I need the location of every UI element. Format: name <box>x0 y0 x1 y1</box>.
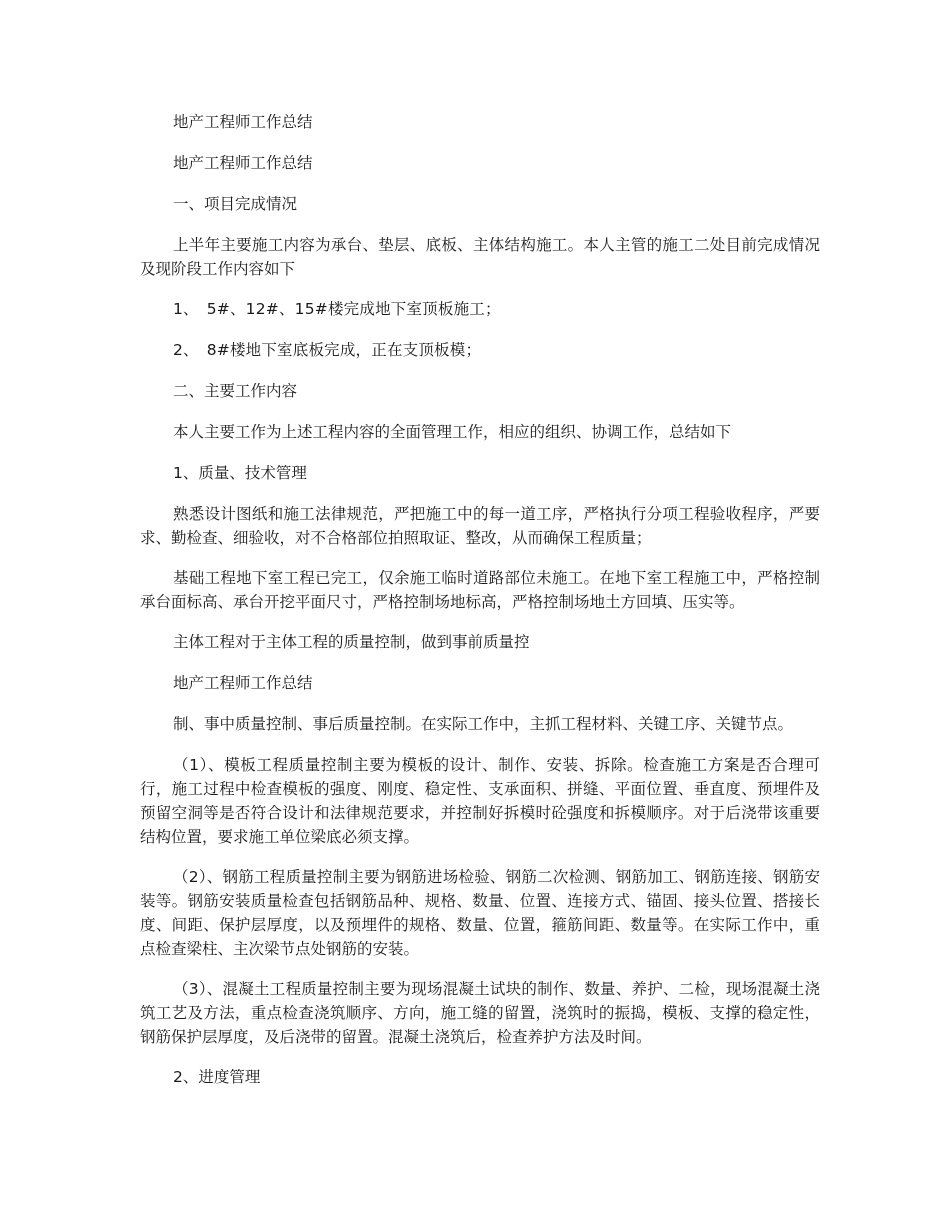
paragraph-main-structure: 主体工程对于主体工程的质量控制，做到事前质量控 <box>173 633 530 651</box>
paragraph-formwork: （1）、模板工程质量控制主要为模板的设计、制作、安装、拆除。检查施工方案是否合理可行，施工过程中检查模板的强度、刚度、稳定性、支承面积、拼缝、平面位置、垂直度、预埋件及预留空洞等是否符合设计和法律规范要求，并控制好拆模时砼强度和拆模顺序。对于后浇带该重要结构位置，要求施工单位梁底必须支撑。 <box>140 756 820 846</box>
list-item-1: 1、 5#、12#、15#楼完成地下室顶板施工； <box>173 300 501 318</box>
document-body <box>140 110 820 1106</box>
paragraph-intro: 上半年主要施工内容为承台、垫层、底板、主体结构施工。本人主管的施工二处目前完成情况及现阶段工作内容如下 <box>140 236 820 278</box>
repeated-title: 地产工程师工作总结 <box>173 674 313 692</box>
paragraph-concrete: （3）、混凝土工程质量控制主要为现场混凝土试块的制作、数量、养护、二检，现场混凝土浇筑工艺及方法，重点检查浇筑顺序、方向，施工缝的留置，浇筑时的振捣，模板、支撑的稳定性，钢筋保护层厚度，及后浇带的留置。混凝土浇筑后，检查养护方法及时间。 <box>140 980 820 1046</box>
paragraph-work-summary: 本人主要工作为上述工程内容的全面管理工作，相应的组织、协调工作，总结如下 <box>173 423 732 441</box>
section-heading-1: 一、项目完成情况 <box>173 195 298 213</box>
list-item-2: 2、 8#楼地下室底板完成，正在支顶板模； <box>173 341 482 359</box>
section-heading-2: 二、主要工作内容 <box>173 382 298 400</box>
subsection-heading-quality: 1、质量、技术管理 <box>173 464 307 482</box>
paragraph-drawings: 熟悉设计图纸和施工法律规范，严把施工中的每一道工序，严格执行分项工程验收程序，严要求、勤检查、细验收，对不合格部位拍照取证、整改，从而确保工程质量； <box>140 505 820 547</box>
doc-subtitle: 地产工程师工作总结 <box>173 154 313 172</box>
subsection-heading-progress: 2、进度管理 <box>173 1068 261 1086</box>
paragraph-foundation: 基础工程地下室工程已完工，仅余施工临时道路部位未施工。在地下室工程施工中，严格控制承台面标高、承台开挖平面尺寸，严格控制场地标高，严格控制场地土方回填、压实等。 <box>140 569 820 611</box>
paragraph-control: 制、事中质量控制、事后质量控制。在实际工作中，主抓工程材料、关键工序、关键节点。 <box>173 715 794 733</box>
doc-title: 地产工程师工作总结 <box>173 113 313 131</box>
paragraph-rebar: （2）、钢筋工程质量控制主要为钢筋进场检验、钢筋二次检测、钢筋加工、钢筋连接、钢筋安装等。钢筋安装质量检查包括钢筋品种、规格、数量、位置、连接方式、锚固、接头位置、搭接长度、间距、保护层厚度，以及预埋件的规格、数量、位置，箍筋间距、数量等。在实际工作中，重点检查梁柱、主次梁节点处钢筋的安装。 <box>140 868 820 958</box>
